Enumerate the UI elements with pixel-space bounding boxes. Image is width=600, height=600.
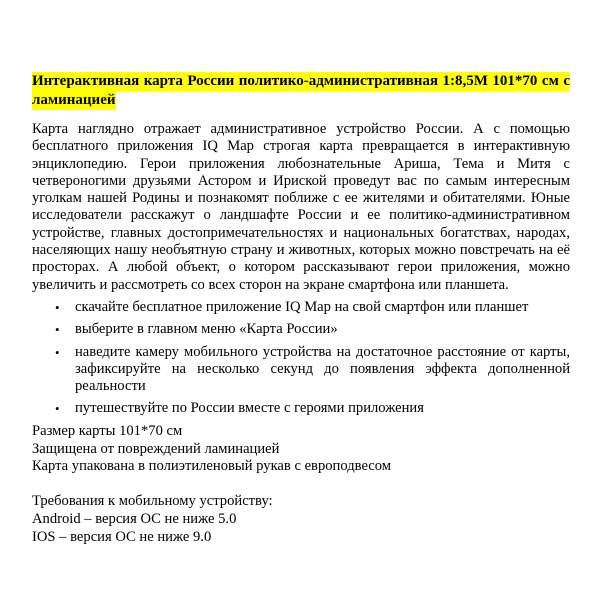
requirements-heading: Требования к мобильному устройству:	[32, 493, 273, 510]
list-item	[32, 400, 570, 417]
list-item	[32, 299, 570, 316]
product-title	[32, 72, 570, 110]
list-item-text: выберите в главном меню «Карта России»	[75, 321, 338, 338]
requirement-android: Android – версия ОС не ниже 5.0	[32, 510, 237, 527]
bullet-icon: •	[55, 401, 60, 417]
list-item	[32, 321, 570, 338]
bullet-icon: •	[55, 322, 60, 338]
description-paragraph: Карта наглядно отражает административное устройство России. А с помощью бесплатного приложения IQ Map строгая карта превращается в интерактивную энциклопедию. Герои приложения любознательные Ариша, Тема и Митя с четвероногими друзьями Астором и Ириской проведут вас по самым интересным уголкам нашей Родины и познакомят поближе с ее жителями и обитателями. Юные исследователи расскажут о ландшафте России и ее политико-административном устройстве, главных достопримечательностях и национальных богатствах, народах, населяющих нашу необъятную страну и животных, которых можно повстречать на её просторах. А любой объект, о котором рассказывают герои приложения, можно увеличить и рассмотреть со всех сторон на экране смартфона или планшета.	[32, 121, 570, 293]
bullet-icon: •	[55, 344, 60, 360]
list-item	[32, 344, 570, 396]
list-item-text: скачайте бесплатное приложение IQ Map на свой смартфон или планшет	[75, 298, 529, 315]
detail-map-size: Размер карты 101*70 см	[32, 422, 183, 439]
detail-lamination: Защищена от повреждений ламинацией	[32, 440, 280, 457]
title-highlight: Интерактивная карта России политико-административная 1:8,5М 101*70 см с ламинацией	[32, 73, 570, 108]
list-item-text: путешествуйте по России вместе с героями приложения	[75, 400, 424, 417]
bullet-icon: •	[55, 299, 60, 315]
detail-packaging: Карта упакована в полиэтиленовый рукав с европодвесом	[32, 458, 392, 475]
list-item-text: наведите камеру мобильного устройства на достаточное расстояние от карты, зафиксируйте на несколько секунд до появления эффекта дополненной реальности	[75, 343, 570, 395]
requirement-ios: IOS – версия ОС не ниже 9.0	[32, 528, 212, 545]
document-content	[32, 72, 570, 547]
instructions-list	[32, 299, 570, 418]
